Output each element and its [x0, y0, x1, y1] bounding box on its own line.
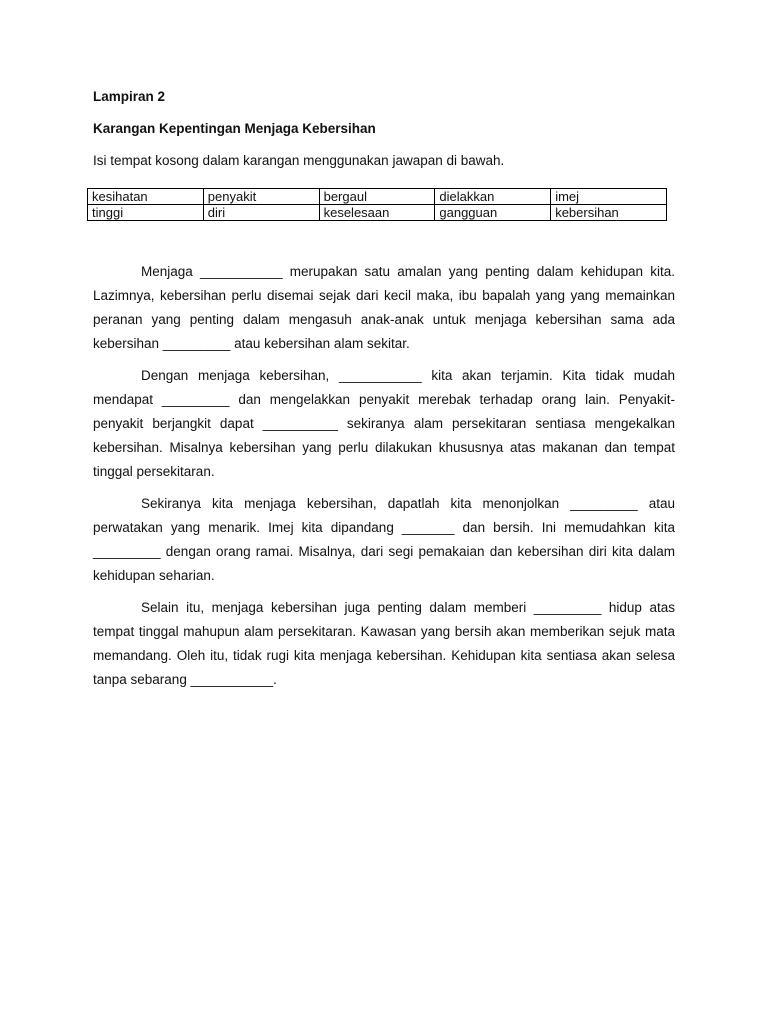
essay-paragraph: Selain itu, menjaga kebersihan juga penting dalam memberi _________ hidup atas tempat tinggal mahupun alam persekitaran. Kawasan yang bersih akan memberikan sejuk mata memandang. Oleh itu, tidak rugi kita menjaga kebersihan. Kehidupan kita sentiasa akan selesa tanpa sebarang ___________. — [93, 600, 675, 687]
word-bank-cell: kesihatan — [88, 189, 204, 205]
essay-paragraph: Dengan menjaga kebersihan, ___________ kita akan terjamin. Kita tidak mudah mendapat _________ dan mengelakkan penyakit merebak terhadap orang lain. Penyakit-penyakit berjangkit dapat __________ sekiranya alam persekitaran sentiasa mengekalkan kebersihan. Misalnya kebersihan yang perlu dilakukan khususnya atas makanan dan tempat tinggal persekitaran. — [93, 368, 675, 479]
essay-body — [93, 260, 675, 700]
word-bank-cell: imej — [551, 189, 667, 205]
word-bank-table — [87, 188, 667, 221]
appendix-label: Lampiran 2 — [93, 89, 166, 104]
word-bank-cell: kebersihan — [551, 205, 667, 221]
word-bank-cell: penyakit — [203, 189, 319, 205]
word-bank-cell: keselesaan — [319, 205, 435, 221]
essay-paragraph: Sekiranya kita menjaga kebersihan, dapatlah kita menonjolkan _________ atau perwatakan yang menarik. Imej kita dipandang _______ dan bersih. Ini memudahkan kita _________ dengan orang ramai. Misalnya, dari segi pemakaian dan kebersihan diri kita dalam kehidupan seharian. — [93, 496, 675, 583]
word-bank-cell: tinggi — [88, 205, 204, 221]
essay-paragraph: Menjaga ___________ merupakan satu amalan yang penting dalam kehidupan kita. Lazimnya, kebersihan perlu disemai sejak dari kecil maka, ibu bapalah yang yang memainkan peranan yang penting dalam mengasuh anak-anak untuk menjaga kebersihan sama ada kebersihan _________ atau kebersihan alam sekitar. — [93, 264, 675, 351]
document-title: Karangan Kepentingan Menjaga Kebersihan — [93, 121, 376, 136]
instruction-text: Isi tempat kosong dalam karangan menggunakan jawapan di bawah. — [93, 153, 505, 168]
word-bank-row — [88, 205, 667, 221]
word-bank-cell: gangguan — [435, 205, 551, 221]
word-bank-cell: bergaul — [319, 189, 435, 205]
word-bank-cell: diri — [203, 205, 319, 221]
word-bank-cell: dielakkan — [435, 189, 551, 205]
word-bank-row — [88, 189, 667, 205]
